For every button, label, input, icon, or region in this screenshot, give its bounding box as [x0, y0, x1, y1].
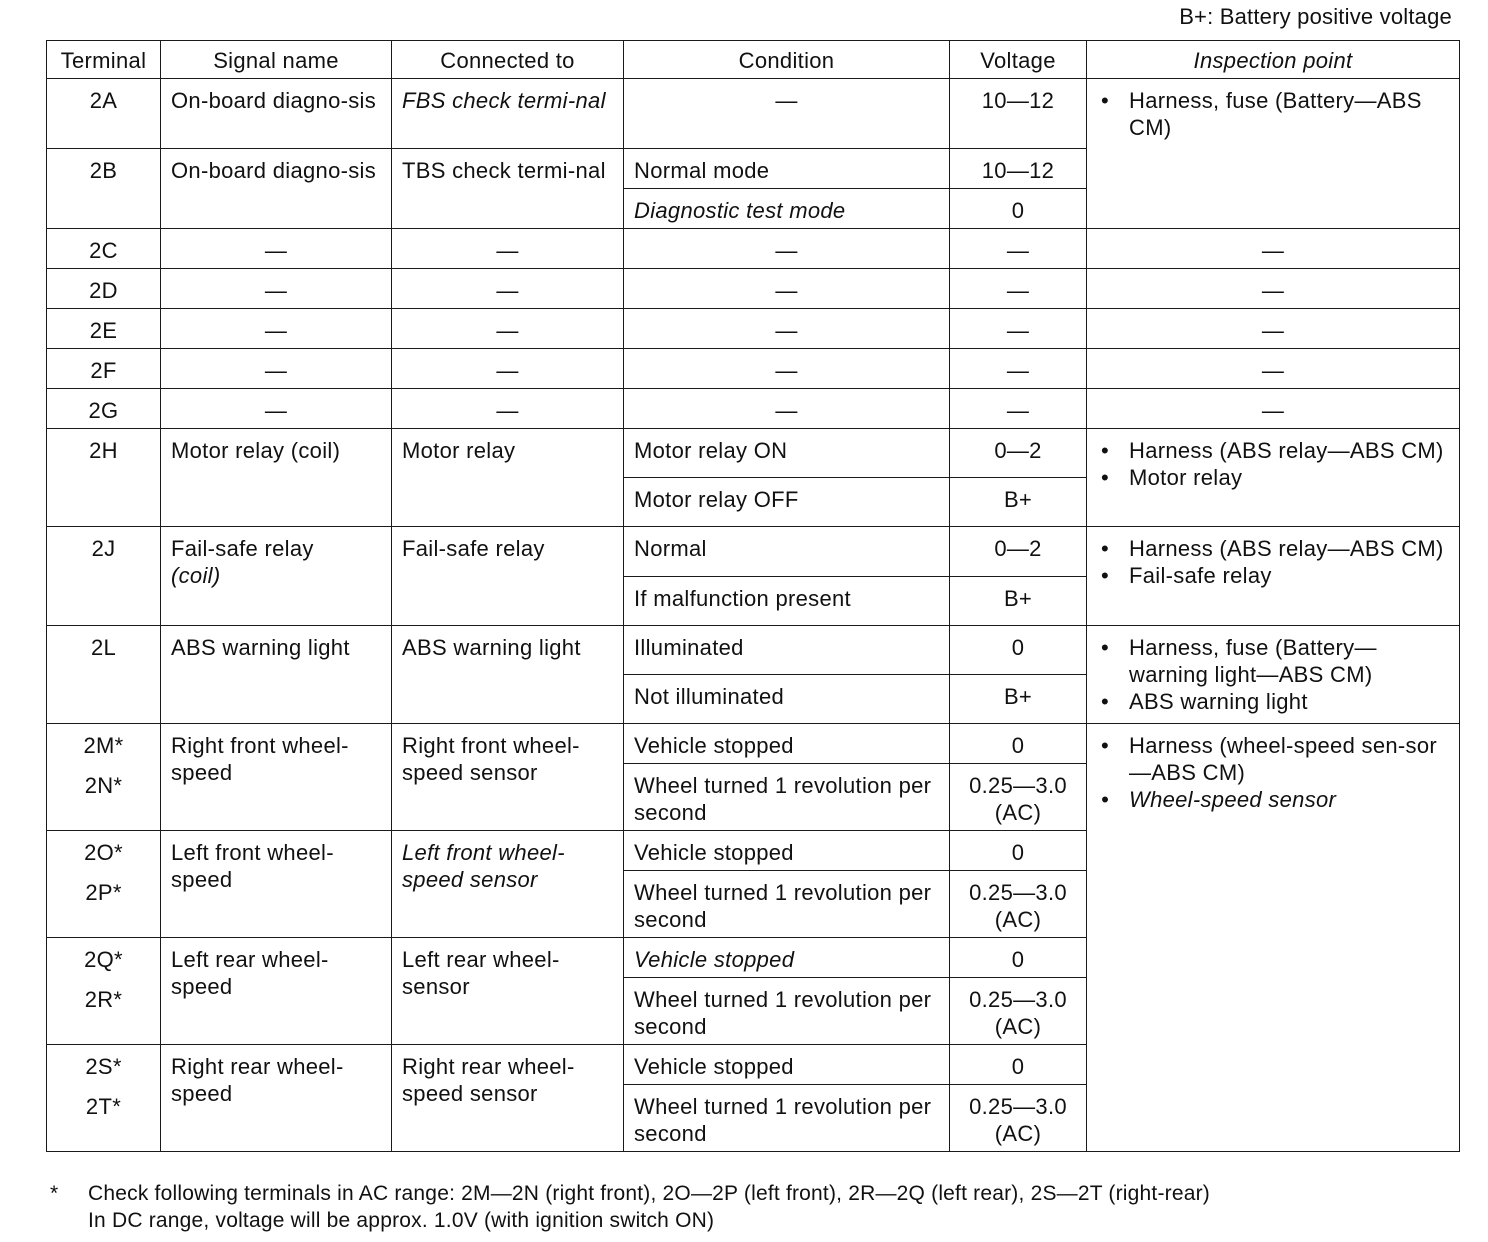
signal-cell: —: [161, 269, 392, 309]
voltage-cell: —: [950, 269, 1087, 309]
signal-cell: [161, 527, 392, 626]
table-row: [47, 229, 1460, 269]
inspection-cell: —: [1087, 349, 1460, 389]
table-header-row: [47, 41, 1460, 79]
inspection-item: • Fail-safe relay: [1097, 562, 1449, 589]
inspection-item: • Wheel-speed sensor: [1097, 786, 1449, 813]
terminal-cell: [47, 831, 161, 938]
inspection-item: • ABS warning light: [1097, 688, 1449, 715]
inspection-list: [1097, 732, 1449, 813]
terminal-cell: [47, 938, 161, 1045]
signal-cell: Right front wheel-speed: [161, 724, 392, 831]
connected-cell: Right rear wheel-speed sensor: [392, 1045, 624, 1152]
connected-cell: —: [392, 309, 624, 349]
table-row: [47, 79, 1460, 149]
condition-cell: Wheel turned 1 revolution per second: [624, 978, 950, 1045]
header-signal-name: Signal name: [161, 41, 392, 79]
inspection-list: [1097, 535, 1449, 589]
voltage-cell: 0: [950, 189, 1087, 229]
terminal-cell: 2H: [47, 429, 161, 527]
table-row: [47, 269, 1460, 309]
terminal-label: 2Q*: [84, 947, 123, 972]
terminal-cell: 2C: [47, 229, 161, 269]
footnote-line-1: [50, 1180, 1210, 1207]
voltage-cell: B+: [950, 577, 1087, 626]
voltage-cell: 0—2: [950, 527, 1087, 577]
inspection-cell: [1087, 527, 1460, 626]
voltage-cell: 0.25—3.0 (AC): [950, 1085, 1087, 1152]
terminal-label: 2T*: [85, 1094, 122, 1119]
inspection-item: • Harness (ABS relay—ABS CM): [1097, 535, 1449, 562]
footnote: [50, 1180, 1210, 1234]
connected-cell: —: [392, 229, 624, 269]
condition-cell: Not illuminated: [624, 675, 950, 724]
inspection-cell: [1087, 79, 1460, 229]
connected-cell: Left rear wheel-sensor: [392, 938, 624, 1045]
voltage-cell: B+: [950, 478, 1087, 527]
voltage-cell: 10—12: [950, 79, 1087, 149]
inspection-item: • Harness (ABS relay—ABS CM): [1097, 437, 1449, 464]
connected-cell: Motor relay: [392, 429, 624, 527]
voltage-cell: 0.25—3.0 (AC): [950, 764, 1087, 831]
condition-cell: —: [624, 269, 950, 309]
inspection-cell: —: [1087, 269, 1460, 309]
condition-cell: Normal: [624, 527, 950, 577]
signal-cell: Right rear wheel-speed: [161, 1045, 392, 1152]
voltage-cell: —: [950, 349, 1087, 389]
inspection-cell: [1087, 429, 1460, 527]
table-row: [47, 626, 1460, 675]
terminal-cell: [47, 724, 161, 831]
voltage-cell: 0: [950, 724, 1087, 764]
terminal-cell: 2G: [47, 389, 161, 429]
signal-cell: —: [161, 349, 392, 389]
connected-cell: Fail-safe relay: [392, 527, 624, 626]
inspection-cell: [1087, 626, 1460, 724]
terminal-label: 2R*: [84, 987, 123, 1012]
inspection-item: • Motor relay: [1097, 464, 1449, 491]
signal-cell: On-board diagno-sis: [161, 149, 392, 229]
header-inspection-point: Inspection point: [1087, 41, 1460, 79]
voltage-cell: 0: [950, 626, 1087, 675]
inspection-cell: [1087, 724, 1460, 1152]
condition-cell: —: [624, 349, 950, 389]
header-terminal: Terminal: [47, 41, 161, 79]
terminal-cell: 2L: [47, 626, 161, 724]
inspection-item: • Harness (wheel-speed sen-sor—ABS CM): [1097, 732, 1449, 786]
condition-cell: Normal mode: [624, 149, 950, 189]
voltage-cell: 0: [950, 1045, 1087, 1085]
connected-cell: TBS check termi-nal: [392, 149, 624, 229]
connected-cell: ABS warning light: [392, 626, 624, 724]
signal-cell: —: [161, 229, 392, 269]
condition-cell: Wheel turned 1 revolution per second: [624, 1085, 950, 1152]
header-connected-to: Connected to: [392, 41, 624, 79]
voltage-cell: 0: [950, 938, 1087, 978]
table-row: [47, 724, 1460, 764]
signal-cell: —: [161, 389, 392, 429]
inspection-item: • Harness, fuse (Battery—ABS CM): [1097, 87, 1449, 141]
condition-cell: Vehicle stopped: [624, 724, 950, 764]
signal-paren-text: (coil): [171, 563, 221, 588]
terminal-label: 2S*: [85, 1054, 122, 1079]
condition-cell: Illuminated: [624, 626, 950, 675]
inspection-item: • Harness, fuse (Battery—warning light—ABS CM): [1097, 634, 1449, 688]
header-condition: Condition: [624, 41, 950, 79]
inspection-cell: —: [1087, 309, 1460, 349]
voltage-cell: —: [950, 389, 1087, 429]
voltage-cell: 10—12: [950, 149, 1087, 189]
signal-cell: Left front wheel-speed: [161, 831, 392, 938]
signal-cell: Left rear wheel-speed: [161, 938, 392, 1045]
voltage-cell: B+: [950, 675, 1087, 724]
terminal-cell: 2E: [47, 309, 161, 349]
signal-cell: On-board diagno-sis: [161, 79, 392, 149]
condition-cell: Vehicle stopped: [624, 831, 950, 871]
battery-voltage-legend: B+: Battery positive voltage: [1179, 4, 1452, 29]
table-row: [47, 309, 1460, 349]
footnote-text-1: Check following terminals in AC range: 2M—2N (right front), 2O—2P (left front), 2R—2Q (left rear), 2S—2T (right-rear): [88, 1182, 1210, 1205]
connected-cell: Left front wheel-speed sensor: [392, 831, 624, 938]
condition-cell: Vehicle stopped: [624, 938, 950, 978]
footnote-text-2: In DC range, voltage will be approx. 1.0V (with ignition switch ON): [88, 1209, 715, 1232]
inspection-cell: —: [1087, 229, 1460, 269]
condition-cell: Diagnostic test mode: [624, 189, 950, 229]
signal-cell: ABS warning light: [161, 626, 392, 724]
condition-cell: —: [624, 389, 950, 429]
connected-cell: —: [392, 269, 624, 309]
terminal-label: 2P*: [85, 880, 122, 905]
terminal-label: 2M*: [83, 733, 124, 758]
inspection-list: [1097, 437, 1449, 491]
signal-cell: —: [161, 309, 392, 349]
table-row: [47, 429, 1460, 478]
signal-cell: Motor relay (coil): [161, 429, 392, 527]
condition-cell: —: [624, 309, 950, 349]
condition-cell: Vehicle stopped: [624, 1045, 950, 1085]
footnote-mark: *: [50, 1182, 59, 1205]
terminal-cell: 2B: [47, 149, 161, 229]
terminal-cell: 2F: [47, 349, 161, 389]
terminal-cell: 2J: [47, 527, 161, 626]
condition-cell: —: [624, 79, 950, 149]
condition-cell: Motor relay ON: [624, 429, 950, 478]
connected-cell: —: [392, 349, 624, 389]
terminal-cell: 2A: [47, 79, 161, 149]
condition-cell: Motor relay OFF: [624, 478, 950, 527]
condition-cell: If malfunction present: [624, 577, 950, 626]
table-row: [47, 389, 1460, 429]
inspection-list: [1097, 634, 1449, 715]
voltage-cell: 0—2: [950, 429, 1087, 478]
inspection-list: [1097, 87, 1449, 141]
condition-cell: Wheel turned 1 revolution per second: [624, 871, 950, 938]
condition-cell: Wheel turned 1 revolution per second: [624, 764, 950, 831]
inspection-cell: —: [1087, 389, 1460, 429]
connected-cell: Right front wheel-speed sensor: [392, 724, 624, 831]
condition-cell: —: [624, 229, 950, 269]
voltage-cell: 0: [950, 831, 1087, 871]
voltage-cell: —: [950, 229, 1087, 269]
signal-text: Fail-safe relay: [171, 536, 314, 561]
voltage-cell: 0.25—3.0 (AC): [950, 978, 1087, 1045]
table-row: [47, 349, 1460, 389]
header-voltage: Voltage: [950, 41, 1087, 79]
terminal-label: 2N*: [84, 773, 123, 798]
connected-cell: FBS check termi-nal: [392, 79, 624, 149]
terminal-label: 2O*: [84, 840, 123, 865]
terminal-cell: 2D: [47, 269, 161, 309]
connected-cell: —: [392, 389, 624, 429]
terminal-voltage-table: [46, 40, 1460, 1152]
table-row: [47, 527, 1460, 577]
voltage-cell: —: [950, 309, 1087, 349]
terminal-cell: [47, 1045, 161, 1152]
voltage-cell: 0.25—3.0 (AC): [950, 871, 1087, 938]
